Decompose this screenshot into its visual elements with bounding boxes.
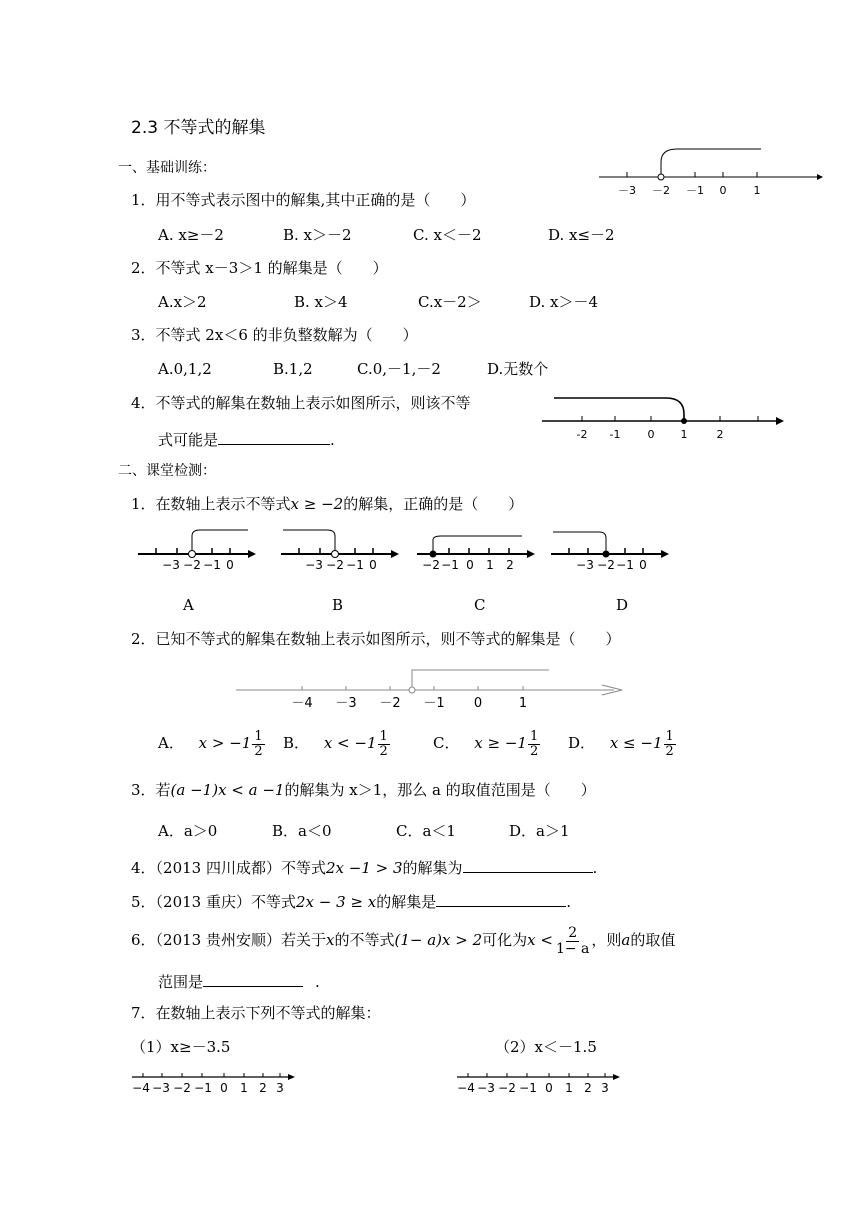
tick-label: 2 bbox=[506, 558, 514, 572]
fraction-denominator: 2 bbox=[665, 743, 674, 759]
option-b: B. x＞－2 bbox=[283, 226, 352, 244]
option-b: B．a＜0 bbox=[272, 822, 332, 840]
fraction-numerator: 1 bbox=[379, 729, 388, 744]
option-letter: D． bbox=[568, 734, 596, 753]
stem-text: 的解集为 bbox=[402, 859, 463, 877]
tick-label: 0 bbox=[220, 1081, 228, 1095]
stem-text: 的解集是 bbox=[376, 893, 437, 911]
tick-label: −1 bbox=[194, 1081, 212, 1095]
option-letter: A． bbox=[158, 734, 184, 753]
option-a: A. x≥－2 bbox=[158, 226, 224, 244]
stem-text: 1．在数轴上表示不等式 bbox=[131, 495, 291, 513]
tick-label: −3 bbox=[305, 558, 323, 572]
question-2-7-sub1: （1）x≥－3.5 bbox=[131, 1038, 231, 1056]
tick-label: −3 bbox=[162, 558, 180, 572]
question-1-1-stem: 1．用不等式表示图中的解集,其中正确的是（ ） bbox=[131, 191, 476, 209]
math-expression: (a −1)x < a −1 bbox=[170, 781, 285, 799]
tick-label: 3 bbox=[276, 1081, 284, 1095]
option-a: A.x＞2 bbox=[158, 293, 207, 311]
figure-label-d: D bbox=[616, 596, 629, 614]
tick-label: −1 bbox=[616, 558, 634, 572]
section-heading-basic: 一、基础训练： bbox=[118, 160, 216, 176]
option-c: C．a＜1 bbox=[396, 822, 456, 840]
tick-label: 0 bbox=[719, 184, 727, 197]
figure-label-b: B bbox=[332, 596, 344, 614]
fraction-denominator: 2 bbox=[379, 743, 388, 759]
section-heading-check: 二、课堂检测： bbox=[118, 463, 216, 479]
tick-label: −1 bbox=[346, 558, 364, 572]
option-d: D. x＞－4 bbox=[529, 293, 599, 311]
question-2-5-stem bbox=[131, 892, 571, 910]
question-2-6-line2 bbox=[158, 972, 320, 990]
tick-label: 0 bbox=[647, 428, 655, 441]
option-d: D．a＞1 bbox=[509, 822, 570, 840]
fraction-numerator: 1 bbox=[254, 729, 263, 744]
stem-text: 式可能是 bbox=[158, 431, 219, 449]
tick-label: −4 bbox=[132, 1081, 150, 1095]
option-c: C.x－2＞ bbox=[418, 293, 482, 311]
fraction-numerator: 2 bbox=[568, 925, 578, 941]
answer-blank[interactable] bbox=[203, 972, 303, 987]
stem-text: 的解集，正确的是（ ） bbox=[343, 495, 524, 513]
answer-blank[interactable] bbox=[218, 430, 330, 445]
math-expression: x ≤ −1 bbox=[609, 734, 663, 753]
fraction-denominator: 1− a bbox=[555, 940, 590, 957]
tick-label: 2 bbox=[259, 1081, 267, 1095]
tick-label: −2 bbox=[597, 558, 615, 572]
stem-text: . bbox=[330, 431, 335, 449]
answer-blank[interactable] bbox=[463, 858, 593, 873]
stem-text: 5．（2013 重庆）不等式 bbox=[131, 893, 296, 911]
fraction bbox=[664, 730, 676, 758]
answer-blank[interactable] bbox=[436, 892, 566, 907]
tick-label: －3 bbox=[335, 696, 357, 711]
tick-label: －1 bbox=[686, 184, 704, 197]
option-b: B.1,2 bbox=[273, 360, 313, 378]
tick-label: 2 bbox=[716, 428, 724, 441]
math-expression: 2x −1 > 3 bbox=[326, 859, 403, 877]
blank-number-line-1[interactable] bbox=[130, 1066, 300, 1096]
tick-label: −2 bbox=[173, 1081, 191, 1095]
tick-label: −3 bbox=[477, 1081, 495, 1095]
q2-2-option-d bbox=[568, 730, 676, 758]
stem-text: . bbox=[315, 973, 320, 991]
math-expression: (1− a)x > 2 bbox=[394, 931, 483, 950]
fraction bbox=[252, 730, 264, 758]
stem-text: 4．（2013 四川成都）不等式 bbox=[131, 859, 326, 877]
tick-label: −4 bbox=[457, 1081, 475, 1095]
math-expression: x ≥ −2 bbox=[290, 495, 344, 513]
page-title: 2.3 不等式的解集 bbox=[131, 118, 266, 138]
question-1-4-stem: 4．不等式的解集在数轴上表示如图所示，则该不等 bbox=[131, 394, 471, 412]
question-2-3-stem bbox=[131, 783, 596, 798]
stem-text: ，则 bbox=[591, 931, 622, 950]
number-line-figure-1 bbox=[595, 140, 825, 200]
stem-text: 的不等式 bbox=[334, 931, 395, 950]
tick-label: －4 bbox=[291, 696, 313, 711]
question-2-1-stem bbox=[131, 497, 523, 512]
number-line-figure-2-2 bbox=[236, 664, 631, 712]
tick-label: －2 bbox=[652, 184, 670, 197]
question-1-2-stem: 2．不等式 x－3＞1 的解集是（ ） bbox=[131, 259, 388, 277]
question-2-7-stem: 7．在数轴上表示下列不等式的解集： bbox=[131, 1004, 381, 1022]
option-a: A．a＞0 bbox=[158, 822, 218, 840]
tick-label: 3 bbox=[601, 1081, 609, 1095]
tick-label: 0 bbox=[466, 558, 474, 572]
tick-label: 0 bbox=[639, 558, 647, 572]
fraction bbox=[554, 926, 591, 956]
math-expression: 2x − 3 ≥ x bbox=[296, 893, 377, 911]
tick-label: 0 bbox=[226, 558, 234, 572]
question-1-3-stem: 3．不等式 2x＜6 的非负整数解为（ ） bbox=[131, 326, 418, 344]
stem-text: . bbox=[566, 893, 572, 911]
tick-label: −2 bbox=[498, 1081, 516, 1095]
fraction-denominator: 2 bbox=[254, 743, 263, 759]
option-letter: B． bbox=[283, 734, 310, 753]
math-expression: x > −1 bbox=[198, 734, 252, 753]
tick-label: −1 bbox=[519, 1081, 537, 1095]
math-variable: a bbox=[621, 931, 631, 950]
blank-number-line-2[interactable] bbox=[455, 1066, 625, 1096]
option-d: D. x≤－2 bbox=[548, 226, 615, 244]
question-2-4-stem bbox=[131, 858, 597, 876]
tick-label: -2 bbox=[576, 428, 588, 441]
tick-label: 1 bbox=[565, 1081, 573, 1095]
figure-label-c: C bbox=[474, 596, 486, 614]
fraction bbox=[528, 730, 540, 758]
tick-label: 0 bbox=[473, 696, 483, 711]
tick-label: 1 bbox=[680, 428, 688, 441]
stem-text: 的取值 bbox=[630, 931, 676, 950]
tick-label: −2 bbox=[183, 558, 201, 572]
tick-label: 1 bbox=[753, 184, 761, 197]
tick-label: －2 bbox=[379, 696, 401, 711]
option-letter: C． bbox=[433, 734, 460, 753]
fraction-denominator: 2 bbox=[529, 743, 539, 759]
math-variable: x bbox=[326, 931, 335, 950]
number-line-option-d bbox=[551, 526, 676, 574]
tick-label: －1 bbox=[423, 696, 445, 711]
stem-text: 3．若 bbox=[131, 781, 171, 799]
tick-label: −3 bbox=[576, 558, 594, 572]
q2-2-option-b bbox=[283, 730, 390, 758]
number-line-option-b bbox=[281, 526, 406, 574]
tick-label: −2 bbox=[422, 558, 440, 572]
tick-label: 1 bbox=[240, 1081, 248, 1095]
option-a: A.0,1,2 bbox=[158, 360, 212, 378]
tick-label: 0 bbox=[369, 558, 377, 572]
option-c: C. x＜－2 bbox=[413, 226, 482, 244]
tick-label: −3 bbox=[152, 1081, 170, 1095]
option-c: C.0,－1,－2 bbox=[357, 360, 441, 378]
stem-text: 范围是 bbox=[158, 973, 204, 991]
number-line-option-c bbox=[417, 526, 542, 574]
tick-label: 2 bbox=[584, 1081, 592, 1095]
question-2-7-sub2: （2）x＜－1.5 bbox=[495, 1038, 597, 1056]
stem-text: 的解集为 x＞1，那么 a 的取值范围是（ ） bbox=[284, 781, 596, 799]
tick-label: －3 bbox=[618, 184, 636, 197]
option-b: B. x＞4 bbox=[294, 293, 348, 311]
math-expression: x < −1 bbox=[323, 734, 377, 753]
stem-text: 6．（2013 贵州安顺）若关于 bbox=[131, 931, 326, 950]
question-2-2-stem: 2．已知不等式的解集在数轴上表示如图所示，则不等式的解集是（ ） bbox=[131, 630, 621, 648]
q2-2-option-c bbox=[433, 730, 540, 758]
tick-label: −1 bbox=[203, 558, 221, 572]
question-2-6-stem bbox=[131, 926, 675, 956]
number-line-option-a bbox=[138, 526, 263, 574]
figure-label-a: A bbox=[183, 596, 194, 614]
tick-label: 0 bbox=[545, 1081, 553, 1095]
fraction-numerator: 1 bbox=[665, 729, 674, 744]
math-expression: x < bbox=[527, 931, 553, 950]
tick-label: −1 bbox=[441, 558, 459, 572]
number-line-figure-4 bbox=[540, 390, 790, 445]
math-expression: x ≥ −1 bbox=[474, 734, 527, 753]
stem-text: . bbox=[592, 859, 598, 877]
tick-label: 1 bbox=[486, 558, 494, 572]
tick-label: 1 bbox=[518, 696, 528, 711]
question-1-4-stem-line2 bbox=[158, 430, 335, 448]
fraction bbox=[378, 730, 390, 758]
stem-text: 可化为 bbox=[482, 931, 528, 950]
q2-2-option-a bbox=[158, 730, 265, 758]
option-d: D.无数个 bbox=[487, 360, 549, 378]
fraction-numerator: 1 bbox=[529, 729, 539, 744]
tick-label: -1 bbox=[609, 428, 621, 441]
tick-label: −2 bbox=[326, 558, 344, 572]
